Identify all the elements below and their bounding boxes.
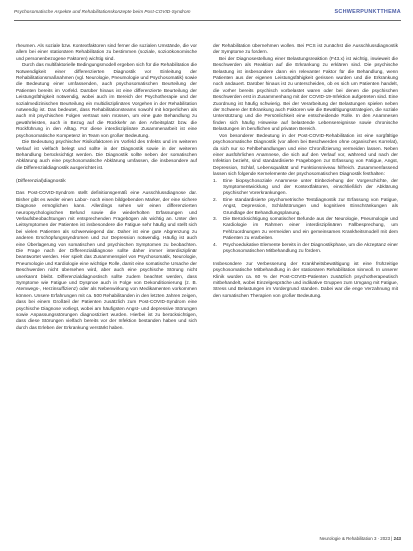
list-number: 3. [213,216,217,222]
list-number: 2. [213,197,217,203]
paragraph: Bei der Diagnosestellung einer Belastungsreaktion (F43.x) ist wichtig, inwieweit die Beschwerden als Reaktion auf die Erkrankung zu erklären sind. Die psychische Belastung ist insbesondere dann ein relevanter Faktor für die Behandlung, wenn Patienten aus der eigenen Leistungsfähigkeit gerissen wurden und die Erkrankung noch andauert. Darüber hinaus ist zu unterscheiden, ob es sich um Patienten handelt, die vorher bereits psychisch vorbelastet waren oder bei denen die psychischen Beschwerden erst in Zusammenhang mit der COVID-19-Infektion aufgetreten sind. Eine Zuordnung ist häufig schwierig. Bei der Verarbeitung der Belastungen spielen neben der Schwere der Erkrankung auch Faktoren wie die Bewältigungsstrategien, die soziale Unterstützung und die Persönlichkeit eine entscheidende Rolle. In den Anamnesen finden sich häufig Hinweise auf belastende Lebensereignisse sowie chronische Belastungen im beruflichen und privaten Bereich. [213,56,398,133]
numbered-list [213,179,398,256]
list-item [213,243,398,256]
paragraph: Von besonderer Bedeutung in der Post-COVID-Rehabilitation ist eine sorgfältige psychosomatische Diagnostik (vor allem bei Beschwerden ohne organisches Korrelat), da sich nur so Fehlbehandlungen und eine Chronifizierung vermeiden lassen. Neben einer ausführlichen Anamnese, die sich auf den Verlauf vor, während und nach der Infektion bezieht, sind standardisierte Fragebögen zur Erfassung von Fatigue, Angst, Depression, Schlaf, Lebensqualität und Funktionsniveau hilfreich. Zusammenfassend lassen sich folgende Kernelemente der psychosomatischen Diagnostik festhalten: [213,133,398,178]
footer-separator: | [391,536,393,541]
page-number: 243 [393,536,401,541]
section-label: SCHWERPUNKTTHEMA [334,9,401,15]
journal-name: Neurologie & Rehabilitation [319,536,373,541]
left-column [16,44,197,332]
list-item [213,217,398,243]
list-number: 1. [213,178,217,184]
list-item [213,198,398,217]
paragraph: Das Post-COVID-Syndrom stellt definitionsgemäß eine Ausschlussdiagnose dar. Bisher gibt es weder einen Labor- noch einen bildgebenden Marker, der eine sichere Diagnose ermöglichen kann. Allerdings sehen wir einen differenzierten neuropsychologischen Befund sowie die wiederholten Erfassungen und Verlaufsbeobachtungen mit entsprechenden Fragebögen als wichtig an. Unter den Leitsymptomen der Patienten ist insbesondere die Fatigue sehr häufig und stellt sich bei vielen Patienten als schwerwiegend dar. Daher ist eine gute Abgrenzung zu anderen Erschöpfungssyndromen und zur Depression notwendig. Häufig ist auch eine Überlagerung von somatischen und psychischen Symptomen zu beobachten. Die Frage nach der Differenzialdiagnose sollte daher immer interdisziplinär beantwortet werden. Hier spielt das Zusammenspiel von Psychosomatik, Neurologie, Pneumologie und Kardiologie eine wichtige Rolle, damit eine somatische Ursache der Beschwerden nicht übersehen wird, aber auch eine psychische Störung nicht unerkannt bleibt. Differenzialdiagnostisch sollte zudem beachtet werden, dass Symptome wie Fatigue und Dyspnoe auch in Folge von Dekonditionierung (z. B. Atemwegs-, Herzinsuffizienz) oder als Nebenwirkung von Medikamenten vorkommen können. Unsere Erfahrungen mit ca. 500 Rehabilitanden in den letzten Jahren zeigen, dass bei einem Großteil der Patienten zusätzlich zum Post-COVID-Syndrom eine psychische Diagnose vorliegt, wobei am häufigsten Angst- und depressive Störungen sowie Anpassungsstörungen diagnostiziert wurden. Hierbei ist zu berücksichtigen, dass diese Störungen vielfach bereits vor der Infektion bestanden haben und sich durch das Erleben der Erkrankung verstärkt haben. [16,191,197,331]
running-title: Psychosomatische Aspekte und Rehabilitationskonzepte beim Post-COVID-Syndrom [14,9,191,14]
list-text: Eine biopsychosoziale Anamnese unter Einbeziehung der Vorgeschichte, der Symptomentwicklung und der Kontextfaktoren, einschließlich der Abklärung psychischer Vorerkrankungen. [223,178,398,197]
paragraph: Die Bedeutung psychischer Risikofaktoren im Vorfeld des Infekts und im weiteren Verlauf ist vielfach belegt und sollte in der Diagnostik sowie in der weiteren Behandlung berücksichtigt werden. Die Diagnostik sollte neben der somatischen Abklärung auch eine psychosomatische Abklärung umfassen, die insbesondere auf die Differenzialdiagnostik ausgerichtet ist. [16,140,197,171]
paragraph: rheumen. Als soziale bzw. Kontextfaktoren sind ferner die sozialen Umstände, die vor allem bei einer stationären Rehabilitation zu bestimmen (soziale, sozioökonomische und personenbezogene Faktoren) wichtig sind. [16,44,197,62]
list-item [213,179,398,198]
list-text: Eine standardisierte psychometrische Testdiagnostik zur Erfassung von Fatigue, Angst, Depression, Schlafstörungen und kognitiven Einschränkungen als Grundlage der Behandlungsplanung. [223,197,398,216]
list-text: Die Berücksichtigung somatischer Befunde aus der Neurologie, Pneumologie und Kardiologie im Rahmen einer interdisziplinären Fallbesprechung, um Fehlzuordnungen zu vermeiden und ein gemeinsames Krankheitsmodell mit dem Patienten zu erarbeiten. [223,216,398,242]
header-divider [14,20,401,21]
page-footer [319,536,401,541]
list-number: 4. [213,242,217,248]
paragraph: Durch das multifaktorielle Bedingungsmodell ergeben sich für die Rehabilitation die Notwendigkeit einer differenzierten Diagnostik vor Einleitung der Rehabilitationsmaßnahmen (vgl. Neurologie, Pneumologie und Psychosomatik) sowie die Bedeutung einer umfassenden, auch psychosomatischen Beurteilung der Patienten bereits im Vorfeld. Darüber hinaus ist eine differenzierte Beurteilung der Leistungsfähigkeit notwendig, wobei auch im Bereich der Psychotherapie und der sozialmedizinischen Beurteilung ein multidisziplinäres Vorgehen in der Rehabilitation notwendig ist. Das bedeutet, dass Rehabilitationsteams sowohl mit körperlichen als auch mit psychischen Folgen vertraut sein müssen, um eine gute Behandlung zu gewährleisten, auch in Bezug auf die Rückkehr an den Arbeitsplatz bzw. die Rückführung in den Alltag. Für diese interdisziplinäre Zusammenarbeit ist eine psychosomatische Kompetenz im Team von großer Bedeutung. [16,63,197,139]
list-text: Psychoedukative Elemente bereits in der Diagnostikphase, um die Akzeptanz einer psychosomatischen Mitbehandlung zu fördern. [223,242,398,254]
right-column [213,44,398,300]
paragraph: der Rehabilitation übernehmen wollen. Bei PCS ist zunächst die Ausschlussdiagnostik der Symptome zu fordern. [213,44,398,56]
section-heading: (Differenzial)diagnostik [16,178,66,184]
paragraph: Insbesondere zur Verbesserung der Krankheitsbewältigung ist eine frühzeitige psychosomatische Mitbehandlung in der stationären Rehabilitation sinnvoll. In unserer Klinik wurden ca. 60 % der Post-COVID-Patienten zusätzlich psychotherapeutisch mitbehandelt, wobei Einzelgespräche und indikative Gruppen zum Umgang mit Fatigue, Stress und Belastungen im Vordergrund standen. Dabei war die enge Verzahnung mit den somatischen Therapien von großer Bedeutung. [213,261,398,299]
issue-number: 3 · 2023 [373,536,391,541]
